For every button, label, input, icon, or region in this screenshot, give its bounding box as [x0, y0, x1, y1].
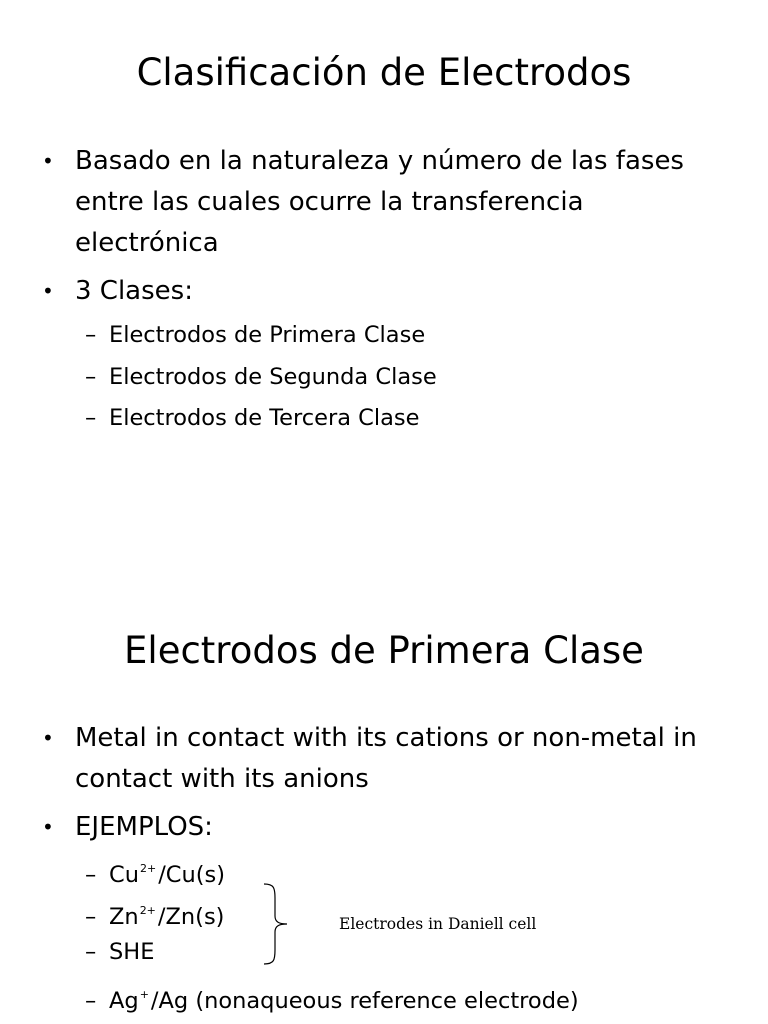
dash-marker: – — [85, 405, 97, 431]
slide-title: Electrodos de Primera Clase — [124, 629, 644, 672]
ion-charge: 2+ — [139, 904, 156, 917]
species-rest: /Zn(s) — [157, 904, 225, 930]
ion-charge: 2+ — [139, 862, 157, 875]
dash-marker: – — [85, 364, 97, 390]
species-symbol: SHE — [109, 939, 155, 965]
dash-marker: – — [85, 904, 97, 930]
dash-marker: – — [85, 939, 97, 965]
bullet-point: • Basado en la naturaleza y número de las fases entre las cuales ocurre la transferencia electrónica — [75, 141, 735, 264]
example-item — [85, 937, 725, 967]
dash-marker: – — [85, 862, 97, 888]
bullet-point: • 3 Clases: — [75, 271, 735, 312]
species-rest: /Ag (nonaqueous reference electrode) — [150, 988, 579, 1014]
species-symbol: Zn — [109, 904, 139, 930]
bullet-point: • EJEMPLOS: — [75, 807, 735, 848]
species-rest: /Cu(s) — [158, 862, 226, 888]
slide-electrodos-de-primera-clase — [0, 512, 768, 1024]
dash-marker: – — [85, 988, 97, 1014]
curly-brace-icon — [260, 882, 292, 966]
sub-item-text: Electrodos de Segunda Clase — [109, 364, 437, 390]
example-item — [85, 854, 725, 890]
sub-item-text: Electrodos de Tercera Clase — [109, 405, 420, 431]
sub-item — [85, 362, 725, 392]
species-symbol: Cu — [109, 862, 139, 888]
brace-annotation: Electrodes in Daniell cell — [339, 915, 537, 933]
species-symbol: Ag — [109, 988, 139, 1014]
ion-charge: + — [139, 988, 149, 1001]
sub-item-text: Electrodos de Primera Clase — [109, 322, 426, 348]
bullet-point: • Metal in contact with its cations or non-metal in contact with its anions — [75, 718, 735, 800]
dash-marker: – — [85, 322, 97, 348]
sub-item — [85, 320, 725, 350]
slide-title: Clasificación de Electrodos — [136, 51, 632, 94]
sub-item — [85, 403, 725, 433]
example-item — [85, 980, 725, 1016]
